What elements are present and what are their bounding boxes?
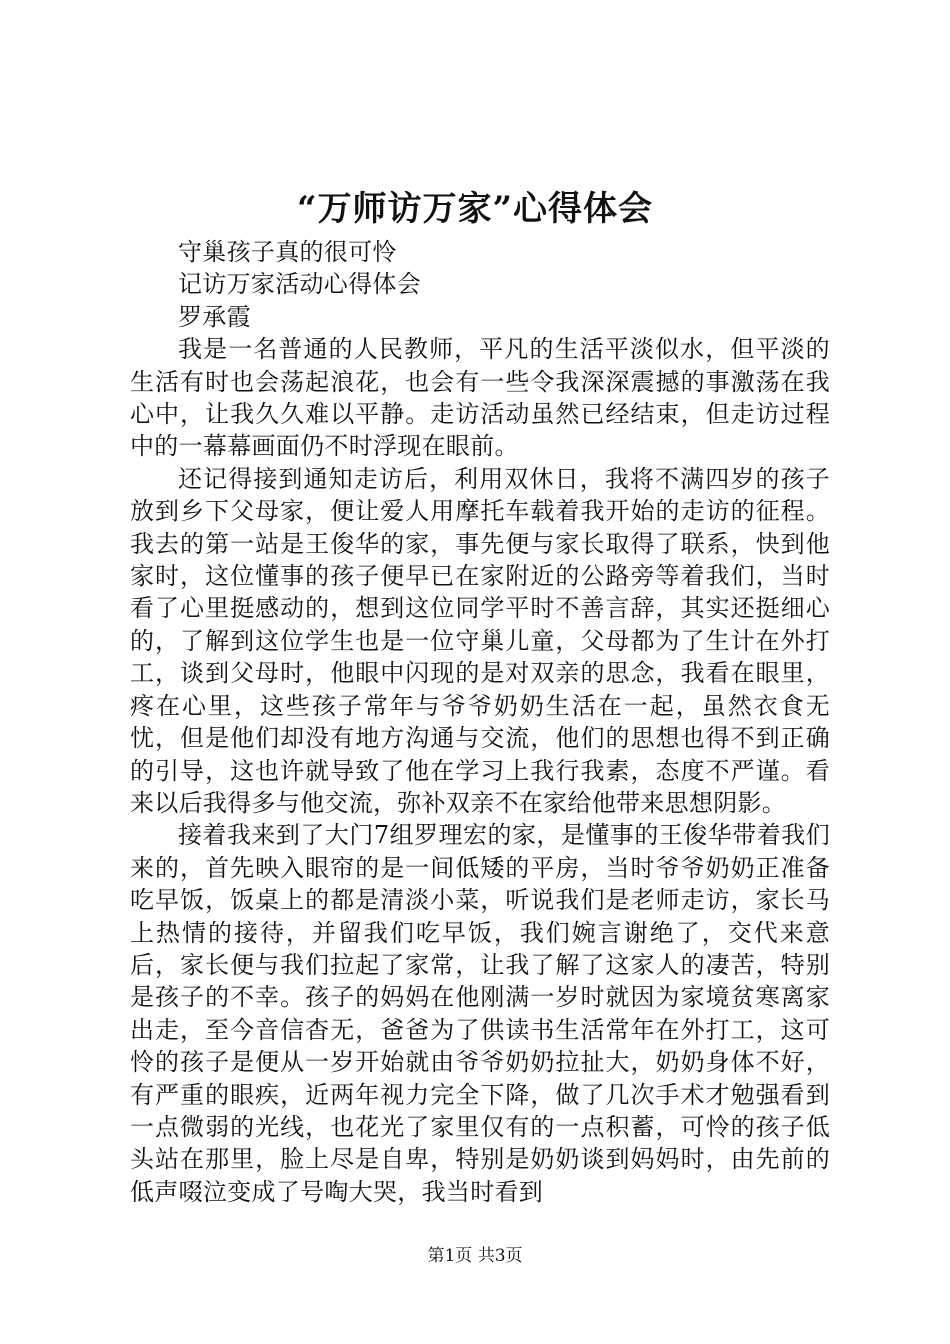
body-paragraph: 我是一名普通的人民教师，平凡的生活平淡似水，但平淡的生活有时也会荡起浪花，也会有一些令我深深震撼的事激荡在我心中，让我久久难以平静。走访活动虽然已经结束，但走访过程中的一幕幕画面仍不时浮现在眼前。	[130, 335, 830, 461]
subtitle-line: 记访万家活动心得体会	[178, 270, 421, 299]
body-paragraph: 接着我来到了大门7组罗理宏的家，是懂事的王俊华带着我们来的，首先映入眼帘的是一间低矮的平房，当时爷爷奶奶正准备吃早饭，饭桌上的都是清淡小菜，听说我们是老师走访，家长马上热情的接待，并留我们吃早饭，我们婉言谢绝了，交代来意后，家长便与我们拉起了家常，让我了解了这家人的凄苦，特别是孩子的不幸。孩子的妈妈在他刚满一岁时就因为家境贫寒离家出走，至今音信杳无，爸爸为了供读书生活常年在外打工，这可怜的孩子是便从一岁开始就由爷爷奶奶拉扯大，奶奶身体不好，有严重的眼疾，近两年视力完全下降，做了几次手术才勉强看到一点微弱的光线，也花光了家里仅有的一点积蓄，可怜的孩子低头站在那里，脸上尽是自卑，特别是奶奶谈到妈妈时，由先前的低声啜泣变成了号啕大哭，我当时看到	[130, 821, 830, 1206]
subtitle-line: 守巢孩子真的很可怜	[178, 238, 397, 266]
author-name: 罗承霞	[178, 302, 251, 331]
page-footer: 第1页 共3页	[427, 1246, 523, 1266]
document-title: “万师访万家”心得体会	[296, 189, 654, 229]
body-paragraph: 还记得接到通知走访后，利用双休日，我将不满四岁的孩子放到乡下父母家，便让爱人用摩托车载着我开始的走访的征程。我去的第一站是王俊华的家，事先便与家长取得了联系，快到他家时，这位懂事的孩子便早已在家附近的公路旁等着我们，当时看了心里挺感动的，想到这位同学平时不善言辞，其实还挺细心的，了解到这位学生也是一位守巢儿童，父母都为了生计在外打工，谈到父母时，他眼中闪现的是对双亲的思念，我看在眼里，疼在心里，这些孩子常年与爷爷奶奶生活在一起，虽然衣食无忧，但是他们却没有地方沟通与交流，他们的思想也得不到正确的引导，这也许就导致了他在学习上我行我素，态度不严谨。看来以后我得多与他交流，弥补双亲不在家给他带来思想阴影。	[130, 464, 830, 817]
document-body	[130, 236, 830, 1208]
